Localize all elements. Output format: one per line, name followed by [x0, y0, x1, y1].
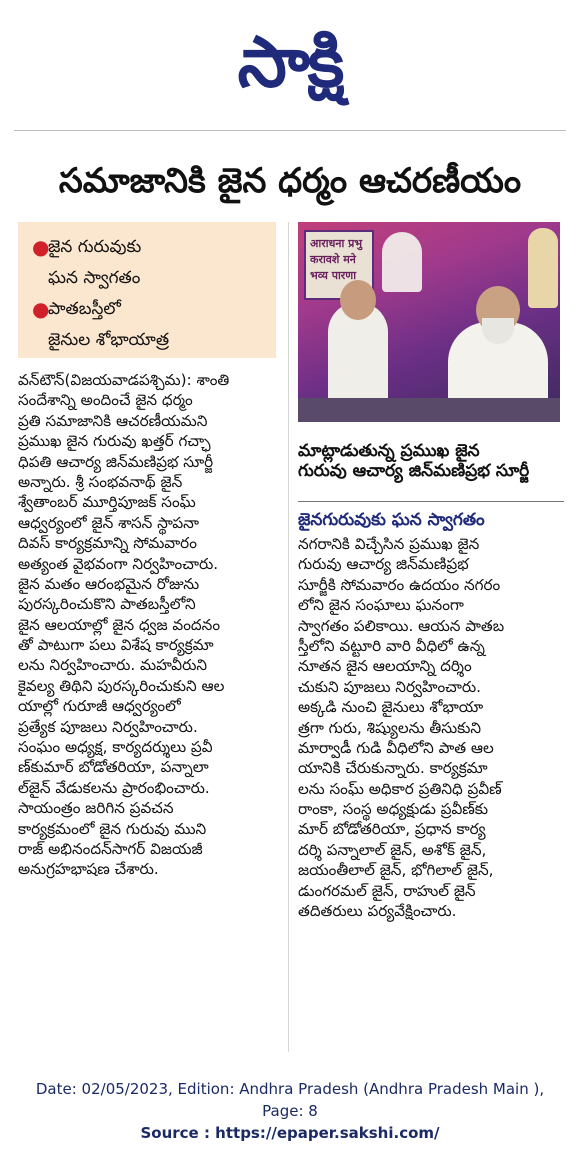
- text-line: కార్యక్రమంలో జైన గురువు ముని: [18, 819, 207, 838]
- text-line: జైన ఆలయాల్లో జైన ధ్వజ వందనం: [18, 615, 221, 634]
- column-divider: [288, 222, 289, 1052]
- highlights-box: [18, 222, 276, 358]
- right-subheading: జైనగురువుకు ఘన స్వాగతం: [298, 510, 485, 530]
- text-line: రాజ్ అభినందన్‌సాగర్ విజయజీ: [18, 839, 203, 858]
- text-line: పురస్కరించుకొని పాతబస్తీలోని: [18, 595, 196, 614]
- footer-date: Date: 02/05/2023, Edition: Andhra Pradesh (Andhra Pradesh Main ),: [35, 1080, 545, 1098]
- text-line: శ్వేతాంబర్ మూర్తిపూజక్ సంఘ్: [18, 493, 196, 512]
- text-line: సందేశాన్ని అందించే జైన ధర్మం: [18, 391, 193, 410]
- text-line: ల్‌జైన్ వేడుకలను ప్రారంభించారు.: [18, 778, 210, 797]
- text-line: సూర్జీకి సోమవారం ఉదయం నగరం: [298, 575, 501, 594]
- statue-shape: [528, 228, 558, 308]
- text-line: త్రగా గురు, శిష్యులను తీసుకుని: [298, 718, 482, 737]
- text-line: నూతన జైన ఆలయాన్ని దర్శిం: [298, 657, 472, 676]
- left-column-text: [18, 370, 284, 1050]
- text-line: సాయంత్రం జరిగిన ప్రవచన: [18, 799, 174, 818]
- highlight-text: పాతబస్తీలో: [48, 299, 121, 319]
- text-line: యానికి చేరుకున్నారు. కార్యక్రమా: [298, 759, 488, 778]
- text-line: జైన మతం ఆరంభమైన రోజును: [18, 574, 200, 593]
- text-line: చుకుని పూజలు నిర్వహించారు.: [298, 677, 481, 696]
- text-line: రాంకా, సంస్థ అధ్యక్షుడు ప్రవీణ్‌కు: [298, 800, 488, 819]
- text-line: దివస్ కార్యక్రమాన్ని సోమవారం: [18, 534, 197, 553]
- text-line: ప్రత్యేక పూజలు నిర్వహించారు.: [18, 717, 198, 736]
- article-photo: [298, 222, 560, 422]
- statue-shape: [382, 232, 422, 292]
- masthead: [0, 0, 580, 130]
- text-line: అనుగ్రహభాషణ చేశారు.: [18, 860, 159, 879]
- highlight-text: జైన గురువుకు: [48, 237, 142, 257]
- article-headline: సమాజానికి జైన ధర్మం ఆచరణీయం: [58, 161, 522, 201]
- highlight-item: [32, 232, 266, 263]
- text-line: తదితరులు పర్యవేక్షించారు.: [298, 902, 457, 921]
- text-line: అత్యంత వైభవంగా నిర్వహించారు.: [18, 554, 219, 573]
- footer-source[interactable]: Source : https://epaper.sakshi.com/: [140, 1124, 440, 1142]
- text-line: జయంతీలాల్ జైన్, భోగిలాల్ జైన్,: [298, 861, 494, 880]
- highlight-item: [32, 294, 266, 325]
- text-line: ప్రముఖ జైన గురువు ఖత్తర్ గచ్ఛా: [18, 432, 211, 451]
- text-line: ప్రతి సమాజానికి ఆచరణీయమని: [18, 411, 208, 430]
- bullet-icon: ●: [32, 235, 50, 259]
- text-line: లోని జైన సంఘాలు ఘనంగా: [298, 596, 464, 615]
- text-line: తో పాటుగా పలు విశేష కార్యక్రమా: [18, 636, 214, 655]
- highlight-text: జైనుల శోభాయాత్ర: [48, 330, 170, 350]
- highlight-text: ఘన స్వాగతం: [48, 268, 141, 288]
- text-line: గురువు ఆచార్య జిన్‌మణిప్రభ: [298, 555, 469, 574]
- text-line: కైవల్య తిథిని పురస్కరించుకుని ఆల: [18, 676, 225, 695]
- text-line: ధిపతి ఆచార్య జిన్‌మణిప్రభ సూర్జీ: [18, 452, 214, 471]
- stage-floor: [298, 398, 560, 422]
- text-line: సంఘం అధ్యక్ష, కార్యదర్శులు ప్రవీ: [18, 738, 213, 757]
- text-line: యాల్లో గురూజీ ఆధ్వర్యంలో: [18, 697, 181, 716]
- text-line: అక్కడి నుంచి జైనులు శోభాయా: [298, 698, 484, 717]
- text-line: ణ్‌కుమార్ బోడోతరియా, పన్నాలా: [18, 758, 209, 777]
- caption-line: మాట్లాడుతున్న ప్రముఖ జైన: [298, 441, 480, 461]
- photo-banner: आराधना प्रभु करावशे मने भव्य पारणा: [304, 230, 374, 300]
- highlight-item: [32, 325, 266, 356]
- caption-line: గురువు ఆచార్య జిన్‌మణిప్రభ సూర్జీ: [298, 461, 530, 482]
- sakshi-logo: సాక్షి: [237, 21, 343, 103]
- highlight-item: [32, 263, 266, 294]
- text-line: అన్నారు. శ్రీ సంభవనాథ్ జైన్: [18, 472, 183, 491]
- text-line: డుంగరమల్ జైన్, రాహుల్ జైన్: [298, 881, 476, 900]
- text-line: స్తీలోని వట్టూరి వారి వీధిలో ఉన్న: [298, 636, 485, 655]
- text-line: ఆధ్వర్యంలో జైన్ శాసన్ స్థాపనా: [18, 513, 199, 532]
- bullet-icon: ●: [32, 297, 50, 321]
- person-head: [340, 280, 376, 320]
- text-line: మార్ బోడోతరియా, ప్రధాన కార్య: [298, 820, 486, 839]
- photo-caption: [298, 430, 564, 502]
- text-line: స్వాగతం పలికాయి. ఆయన పాతబ: [298, 616, 505, 635]
- right-column-text: [298, 534, 564, 1052]
- text-line: దర్శి పన్నాలాల్ జైన్, అశోక్ జైన్,: [298, 840, 487, 859]
- text-line: వన్‌టౌన్(విజయవాడపశ్చిమ): శాంతి: [18, 371, 230, 389]
- text-line: లను నిర్వహించారు. మహవీరుని: [18, 656, 208, 675]
- text-line: మార్వాడీ గుడి వీధిలోని పాత ఆల: [298, 738, 494, 757]
- masthead-divider: [14, 130, 566, 131]
- footer-page: Page: 8: [262, 1102, 318, 1120]
- text-line: నగరానికి విచ్చేసిన ప్రముఖ జైన: [298, 535, 480, 553]
- page-footer: [0, 1078, 580, 1148]
- text-line: లను సంఘ్ అధికార ప్రతినిధి ప్రవీణ్: [298, 779, 502, 798]
